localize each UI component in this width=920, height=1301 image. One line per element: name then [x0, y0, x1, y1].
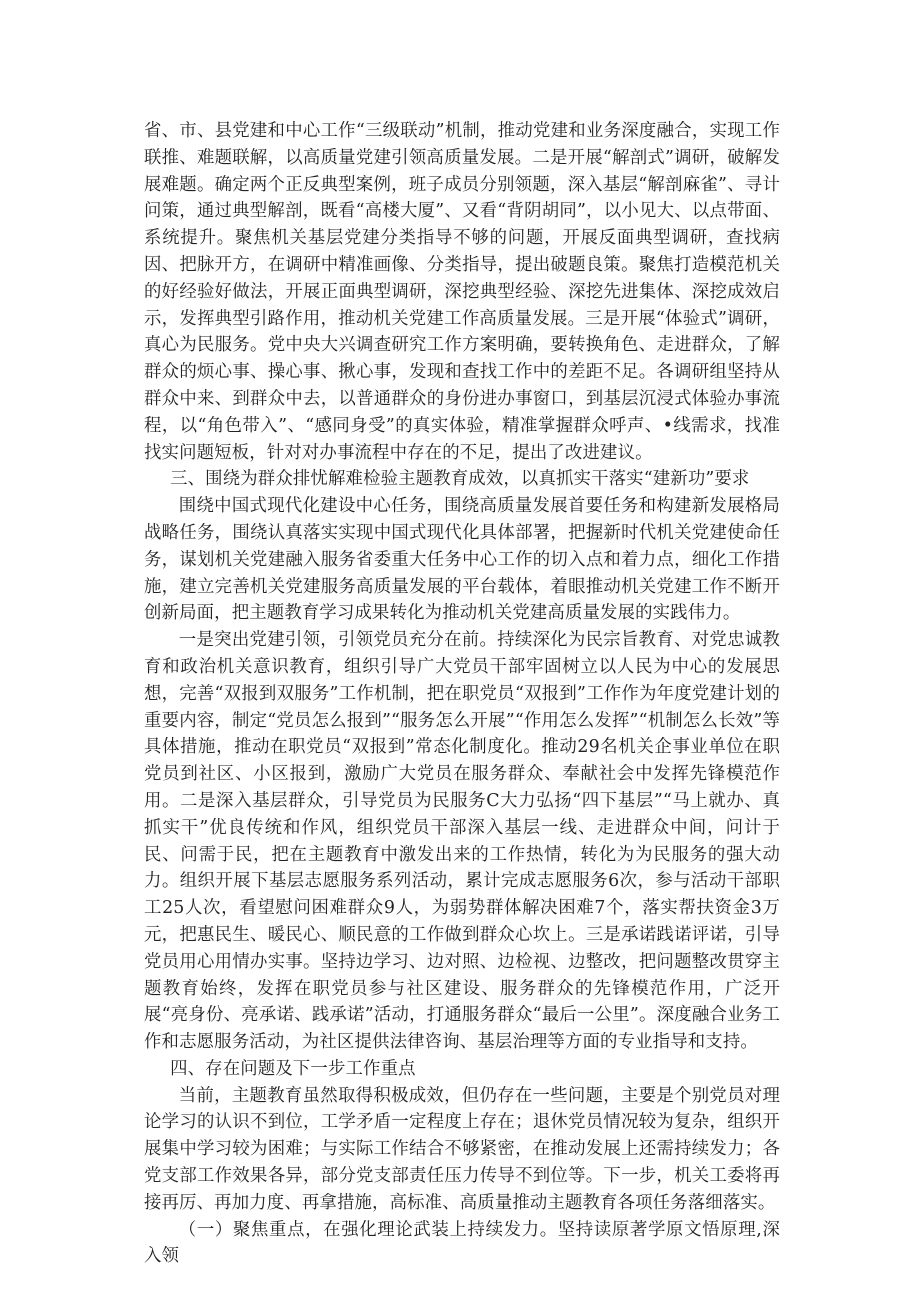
section-heading-3: 三、围绕为群众排忧解难检验主题教育成效，以真抓实干落实“建新功”要求: [170, 469, 750, 490]
paragraph-continued: 省、市、县党建和中心工作“三级联动”机制，推动党建和业务深度融合，实现工作联推、难题联解，以高质量党建引领高质量发展。二是开展“解剖式”调研，破解发展难题。确定两个正反典型案例，班子成员分别领题，深入基层“解剖麻雀”、寻计问策，通过典型解剖，既看“高楼大厦”、又看“背阴胡同”，以小见大、以点带面、系统提升。聚焦机关基层党建分类指导不够的问题，开展反面典型调研，查找病因、把脉开方，在调研中精准画像、分类指导，提出破题良策。聚焦打造模范机关的好经验好做法，开展正面典型调研，深挖典型经验、深挖先进集体、深挖成效启示，发挥典型引路作用，推动机关党建工作高质量发展。三是开展“体验式”调研，真心为民服务。党中央大兴调查研究工作方案明确，要转换角色、走进群众，了解群众的烦心事、操心事、揪心事，发现和查找工作中的差距不足。各调研组坚持从群众中来、到群众中去，以普通群众的身份进办事窗口，到基层沉浸式体验办事流程，以“角色带入”、“感同身受”的真实体验，精准掌握群众呼声、•线需求，找准找实问题短板，针对对办事流程中存在的不足，提出了改进建议。: [144, 121, 780, 463]
paragraph: 当前，主题教育虽然取得积极成效，但仍存在一些问题，主要是个别党员对理论学习的认识不到位，工学矛盾一定程度上存在；退休党员情况较为复杂，组织开展集中学习较为困难；与实际工作结合不够紧密，在推动发展上还需持续发力；各党支部工作效果各异，部分党支部责任压力传导不到位等。下一步，机关工委将再接再厉、再加力度、再拿措施，高标准、高质量推动主题教育各项任务落细落实。: [144, 1085, 780, 1213]
section-heading-4: 四、存在问题及下一步工作重点: [170, 1058, 416, 1079]
document-body: [144, 118, 780, 1270]
paragraph: （一）聚焦重点，在强化理论武装上持续发力。坚持读原著学原文悟原理,深入领: [144, 1219, 780, 1267]
paragraph: 围绕中国式现代化建设中心任务，围绕高质量发展首要任务和构建新发展格局战略任务，围绕认真落实实现中国式现代化具体部署，把握新时代机关党建使命任务，谋划机关党建融入服务省委重大任务中心工作的切入点和着力点，细化工作措施，建立完善机关党建服务高质量发展的平台载体，着眼推动机关党建工作不断开创新局面，把主题教育学习成果转化为推动机关党建高质量发展的实践伟力。: [144, 496, 780, 624]
paragraph: 一是突出党建引领，引领党员充分在前。持续深化为民宗旨教育、对党忠诚教育和政治机关意识教育，组织引导广大党员干部牢固树立以人民为中心的发展思想，完善“双报到双服务”工作机制，把在职党员“双报到”工作作为年度党建计划的重要内容，制定“党员怎么报到”“服务怎么开展”“作用怎么发挥”“机制怎么长效”等具体措施，推动在职党员“双报到”常态化制度化。推动29名机关企事业单位在职党员到社区、小区报到，激励广大党员在服务群众、奉献社会中发挥先锋模范作用。二是深入基层群众，引导党员为民服务C大力弘扬“四下基层”“马上就办、真抓实干”优良传统和作风，组织党员干部深入基层一线、走进群众中间，问计于民、问需于民，把在主题教育中激发出来的工作热情，转化为为民服务的强大动力。组织开展下基层志愿服务系列活动，累计完成志愿服务6次，参与活动干部职工25人次，看望慰问困难群众9人，为弱势群体解决困难7个，落实帮扶资金3万元，把惠民生、暖民心、顺民意的工作做到群众心坎上。三是承诺践诺评诺，引导党员用心用情办实事。坚持边学习、边对照、边检视、边整改，把问题整改贯穿主题教育始终，发挥在职党员参与社区建设、服务群众的先锋模范作用，广泛开展“亮身份、亮承诺、践承诺”活动，打通服务群众“最后一公里”。深度融合业务工作和志愿服务活动，为社区提供法律咨询、基层治理等方面的专业指导和支持。: [144, 630, 780, 1053]
